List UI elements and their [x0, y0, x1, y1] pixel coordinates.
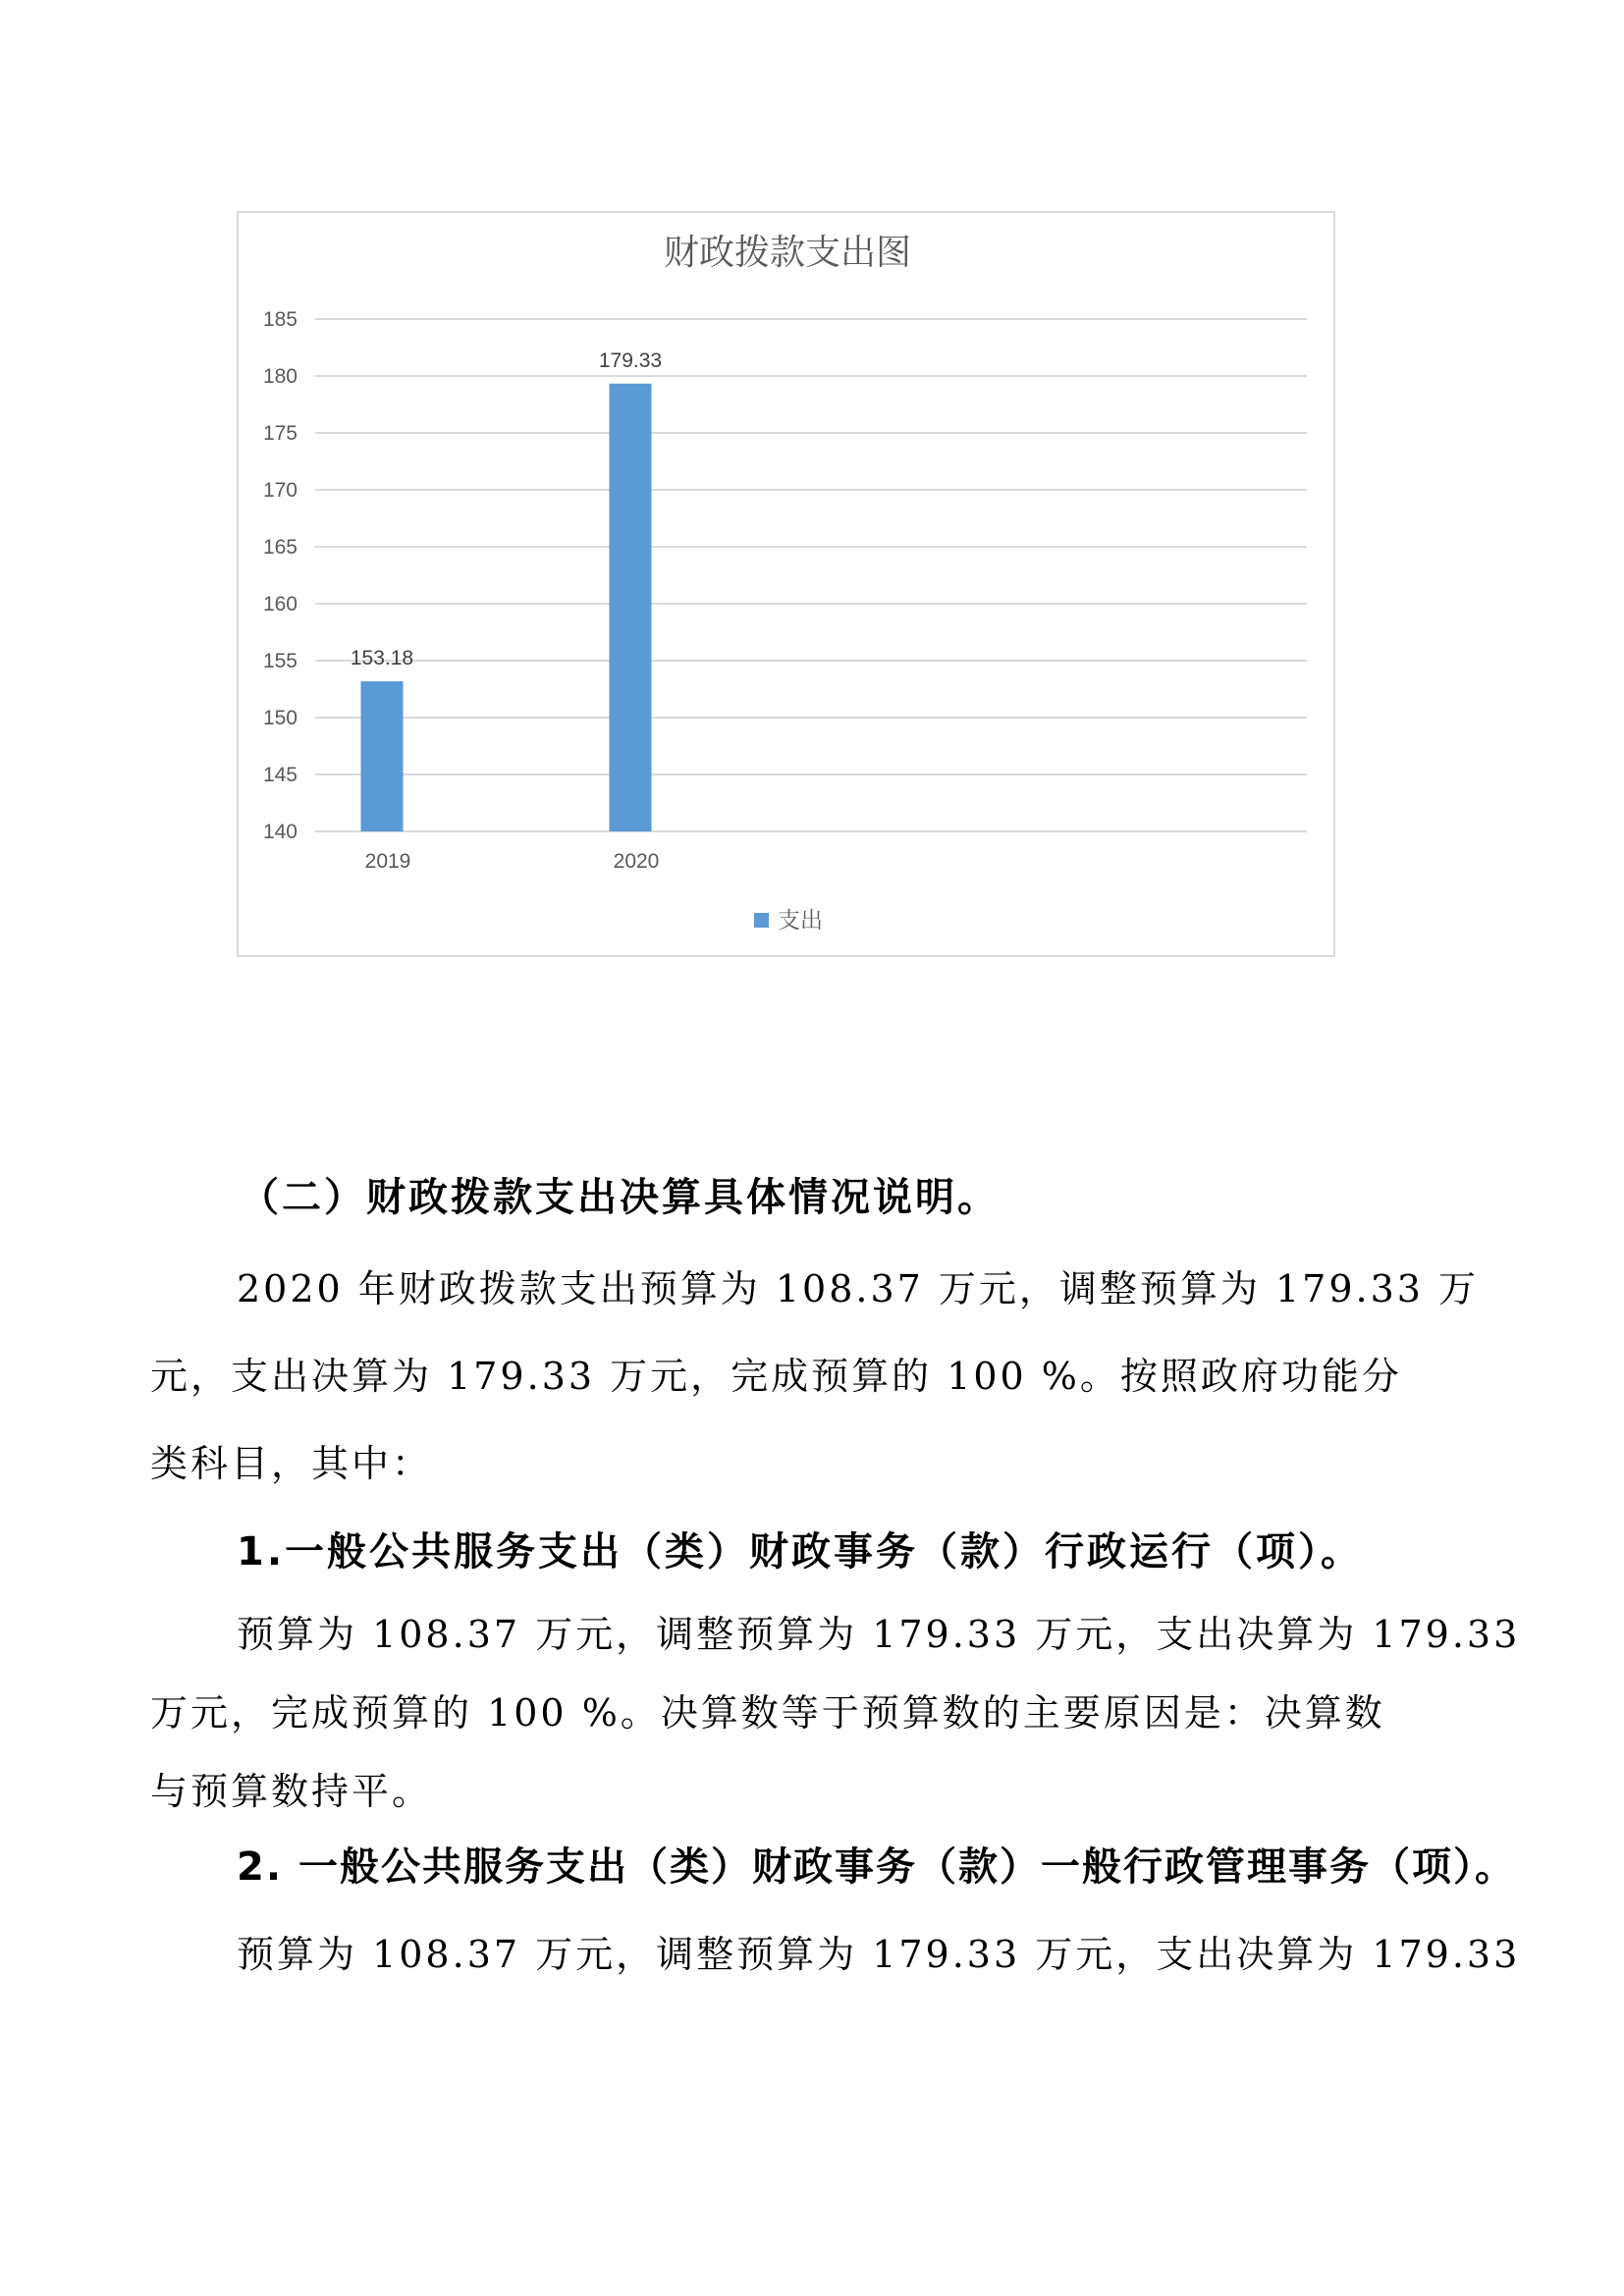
intro-line-1: 2020 年财政拨款支出预算为 108.37 万元，调整预算为 179.33 万 — [237, 1267, 1480, 1310]
bar-chart — [239, 213, 1337, 959]
chart-title: 财政拨款支出图 — [663, 232, 912, 272]
item1-line-3: 与预算数持平。 — [150, 1770, 433, 1813]
item1-line-1: 预算为 108.37 万元，调整预算为 179.33 万元，支出决算为 179.33 — [237, 1613, 1521, 1656]
bar — [361, 681, 404, 831]
item2-heading: 2. 一般公共服务支出（类）财政事务（款）一般行政管理事务（项）。 — [237, 1844, 1516, 1890]
y-tick-label: 180 — [262, 365, 298, 388]
y-tick-label: 150 — [262, 707, 298, 729]
x-tick-label: 2020 — [613, 850, 660, 873]
intro-line-3: 类科目，其中： — [150, 1442, 433, 1485]
y-tick-label: 160 — [262, 593, 298, 615]
bar — [610, 384, 652, 831]
legend-label: 支出 — [778, 907, 823, 933]
y-tick-label: 170 — [262, 479, 298, 502]
item1-line-2: 万元，完成预算的 100 %。决算数等于预算数的主要原因是：决算数 — [150, 1691, 1385, 1735]
item1-heading: 1.一般公共服务支出（类）财政事务（款）行政运行（项）。 — [237, 1529, 1364, 1575]
y-tick-label: 140 — [262, 821, 298, 843]
data-label: 153.18 — [350, 647, 414, 670]
legend-swatch — [754, 913, 769, 928]
chart-container — [237, 211, 1335, 957]
y-tick-label: 145 — [262, 764, 298, 786]
x-tick-label: 2019 — [364, 850, 411, 873]
item2-line-1: 预算为 108.37 万元，调整预算为 179.33 万元，支出决算为 179.33 — [237, 1933, 1521, 1976]
y-tick-label: 155 — [262, 650, 298, 672]
y-tick-label: 185 — [262, 308, 298, 331]
intro-line-2: 元，支出决算为 179.33 万元，完成预算的 100 %。按照政府功能分 — [150, 1355, 1402, 1398]
data-label: 179.33 — [598, 348, 663, 372]
y-tick-label: 165 — [262, 536, 298, 559]
y-tick-label: 175 — [262, 422, 298, 445]
section-heading: （二）财政拨款支出决算具体情况说明。 — [240, 1175, 1000, 1220]
